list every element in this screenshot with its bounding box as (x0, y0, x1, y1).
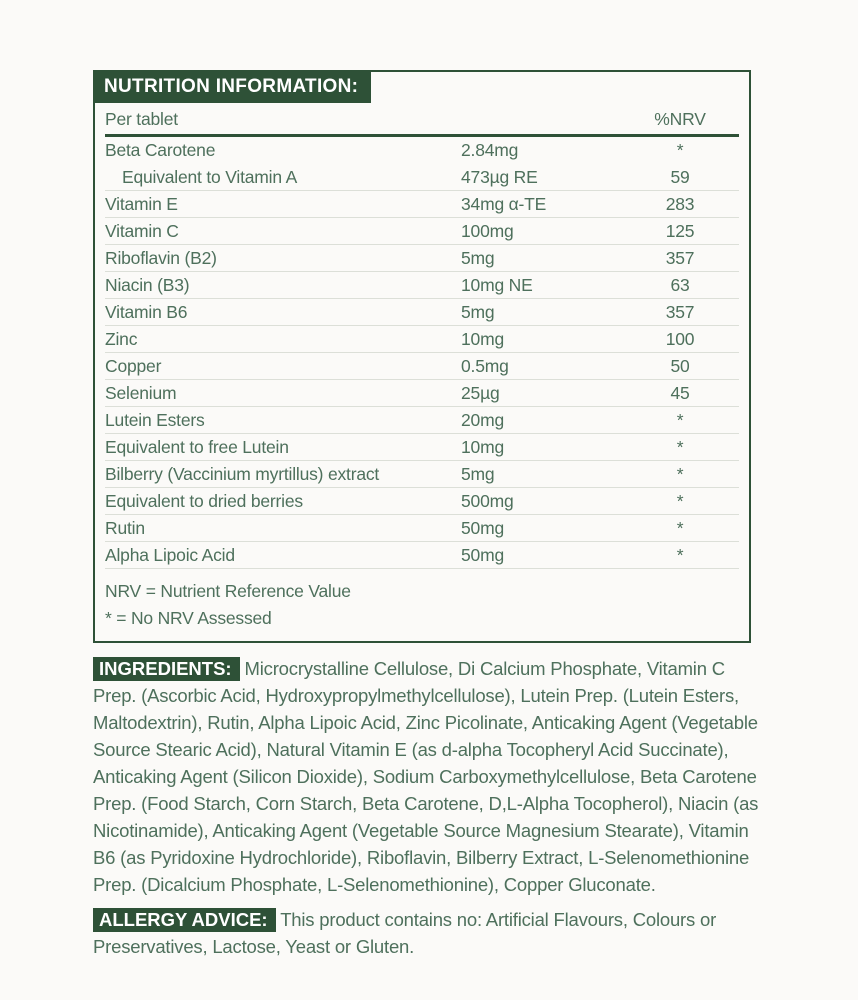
nutrient-amount: 5mg (461, 248, 495, 268)
nutrient-name: Equivalent to dried berries (105, 491, 303, 511)
ingredients-paragraph (93, 655, 773, 898)
table-row (105, 488, 739, 515)
nutrient-nrv: 283 (665, 194, 695, 214)
nutrient-nrv: * (676, 410, 684, 430)
nutrient-nrv: * (676, 518, 684, 538)
nutrient-amount: 50mg (461, 545, 504, 565)
ingredients-text: Microcrystalline Cellulose, Di Calcium Phosphate, Vitamin C Prep. (Ascorbic Acid, Hydroxypropylmethylcellulose), Lutein Prep. (Lutein Esters, Maltodextrin), Rutin, Alpha Lipoic Acid, Zinc Picolinate, Anticaking Agent (Vegetable Source Stearic Acid), Natural Vitamin E (as d-alpha Tocopheryl Acid Succinate), Anticaking Agent (Silicon Dioxide), Sodium Carboxymethylcellulose, Beta Carotene Prep. (Food Starch, Corn Starch, Beta Carotene, D,L-Alpha Tocopherol), Niacin (as Nicotinamide), Anticaking Agent (Vegetable Source Magnesium Stearate), Vitamin B6 (as Pyridoxine Hydrochloride), Riboflavin, Bilberry Extract, L-Selenomethionine Prep. (Dicalcium Phosphate, L-Selenomethionine), Copper Gluconate. (93, 658, 759, 895)
nutrient-name: Equivalent to Vitamin A (122, 167, 298, 187)
nutrient-amount: 10mg (461, 437, 504, 457)
nutrient-name: Riboflavin (B2) (105, 248, 217, 268)
table-row (105, 299, 739, 326)
nutrition-table-body (105, 137, 739, 569)
nutrient-nrv: 100 (665, 329, 695, 349)
nutrient-nrv: * (676, 491, 684, 511)
nutrient-amount: 25µg (461, 383, 500, 403)
nutrient-amount: 2.84mg (461, 140, 519, 160)
footnote-line: * = No NRV Assessed (105, 608, 272, 628)
nutrient-amount: 5mg (461, 302, 495, 322)
table-row (105, 434, 739, 461)
nutrient-name: Zinc (105, 329, 138, 349)
nutrient-nrv: * (676, 464, 684, 484)
table-row (105, 272, 739, 299)
nutrient-nrv: 59 (670, 167, 690, 187)
nutrient-nrv: 45 (670, 383, 690, 403)
nutrition-panel (93, 70, 751, 643)
column-header-per-tablet: Per tablet (105, 109, 178, 129)
table-row (105, 407, 739, 434)
nutrient-name: Vitamin E (105, 194, 178, 214)
nutrition-panel-title: NUTRITION INFORMATION: (93, 70, 371, 103)
table-row (105, 245, 739, 272)
column-header-amount-spacer (461, 109, 625, 130)
nutrient-amount: 500mg (461, 491, 514, 511)
nutrient-amount: 100mg (461, 221, 514, 241)
allergy-paragraph (93, 906, 773, 960)
nutrient-nrv: 50 (670, 356, 690, 376)
nutrient-nrv: * (676, 545, 684, 565)
nutrient-nrv: 357 (665, 302, 695, 322)
nutrient-name: Bilberry (Vaccinium myrtillus) extract (105, 464, 380, 484)
table-row (105, 191, 739, 218)
nutrient-amount: 10mg NE (461, 275, 533, 295)
table-row (105, 326, 739, 353)
nutrient-amount: 10mg (461, 329, 504, 349)
nutrient-name: Equivalent to free Lutein (105, 437, 289, 457)
nutrient-name: Beta Carotene (105, 140, 216, 160)
allergy-text: This product contains no: Artificial Flavours, Colours or Preservatives, Lactose, Yeast or Gluten. (93, 909, 717, 957)
table-row (105, 353, 739, 380)
table-row (105, 380, 739, 407)
table-row (105, 461, 739, 488)
nutrient-name: Rutin (105, 518, 145, 538)
lower-text-section (93, 655, 773, 960)
nutrient-name: Copper (105, 356, 162, 376)
nutrient-amount: 20mg (461, 410, 504, 430)
nutrient-name: Niacin (B3) (105, 275, 190, 295)
nutrient-amount: 34mg α-TE (461, 194, 547, 214)
nutrient-name: Lutein Esters (105, 410, 205, 430)
table-row (105, 515, 739, 542)
nutrient-nrv: 63 (670, 275, 690, 295)
nutrient-nrv: * (676, 437, 684, 457)
column-header-nrv: %NRV (654, 109, 706, 129)
nutrient-nrv: 125 (665, 221, 695, 241)
table-row (105, 137, 739, 164)
footnote-line: NRV = Nutrient Reference Value (105, 581, 351, 601)
nutrient-name: Vitamin B6 (105, 302, 188, 322)
footnotes (105, 569, 739, 632)
nutrition-table (95, 103, 749, 632)
nutrient-amount: 473µg RE (461, 167, 538, 187)
table-row (105, 164, 739, 191)
nutrient-name: Alpha Lipoic Acid (105, 545, 235, 565)
nutrient-amount: 5mg (461, 464, 495, 484)
nutrition-table-header (105, 103, 739, 137)
ingredients-badge: INGREDIENTS: (93, 657, 240, 681)
nutrient-amount: 0.5mg (461, 356, 509, 376)
nutrient-nrv: * (676, 140, 684, 160)
allergy-badge: ALLERGY ADVICE: (93, 908, 276, 932)
nutrient-nrv: 357 (665, 248, 695, 268)
nutrient-name: Selenium (105, 383, 177, 403)
table-row (105, 218, 739, 245)
nutrient-amount: 50mg (461, 518, 504, 538)
table-row (105, 542, 739, 569)
nutrient-name: Vitamin C (105, 221, 179, 241)
